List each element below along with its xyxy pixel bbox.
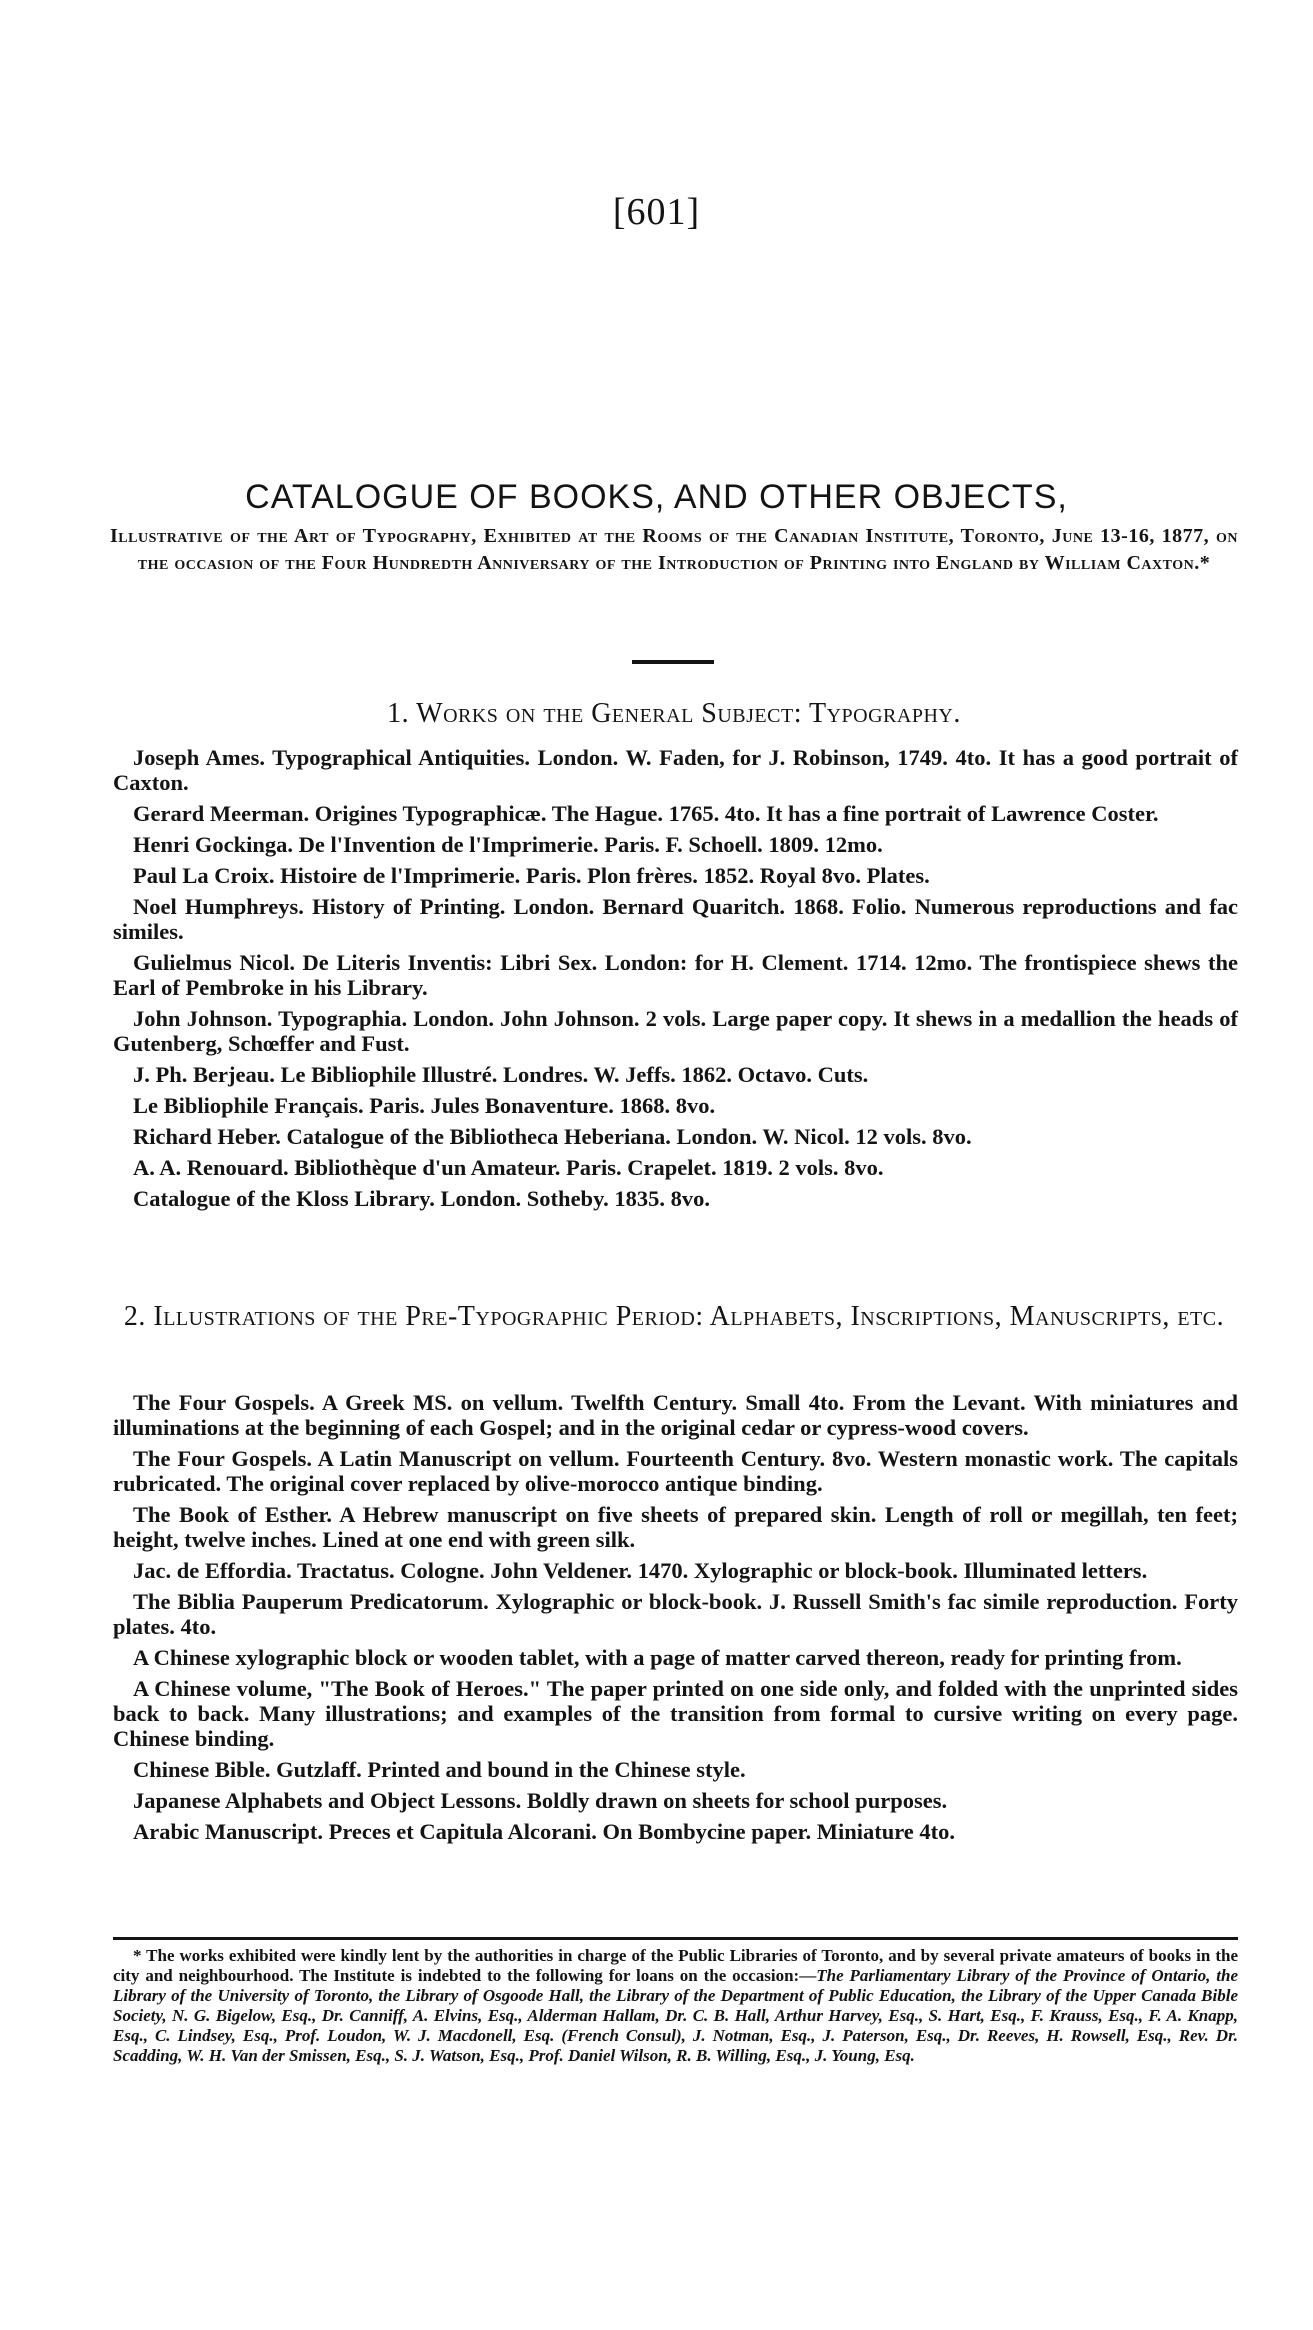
title-divider [632, 660, 714, 664]
catalogue-entry: Jac. de Effordia. Tractatus. Cologne. John Veldener. 1470. Xylographic or block-book. Illuminated letters. [133, 1558, 1148, 1583]
catalogue-entry: Catalogue of the Kloss Library. London. Sotheby. 1835. 8vo. [133, 1186, 710, 1211]
catalogue-entry: Gulielmus Nicol. De Literis Inventis: Libri Sex. London: for H. Clement. 1714. 12mo. The frontispiece shews the Earl of Pembroke in his Library. [113, 950, 1238, 1000]
catalogue-entry: Richard Heber. Catalogue of the Bibliotheca Heberiana. London. W. Nicol. 12 vols. 8vo. [133, 1124, 972, 1149]
catalogue-entry: The Four Gospels. A Latin Manuscript on vellum. Fourteenth Century. 8vo. Western monastic work. The capitals rubricated. The original cover replaced by olive-morocco antique binding. [113, 1446, 1238, 1496]
catalogue-entry: Noel Humphreys. History of Printing. London. Bernard Quaritch. 1868. Folio. Numerous reproductions and fac similes. [113, 894, 1238, 944]
catalogue-entry: Henri Gockinga. De l'Invention de l'Imprimerie. Paris. F. Schoell. 1809. 12mo. [133, 832, 883, 857]
footnote-lead: * The works exhibited were kindly lent by the authorities in charge of the Public Libraries of Toronto, and by several private amateurs of books in the city and neighbourhood. The Institute is indebted to the following for loans on the occasion:— [113, 1946, 1238, 1985]
footnote-lenders: The Parliamentary Library of the Province of Ontario, the Library of the University of Toronto, the Library of Osgoode Hall, the Library of the Department of Public Education, the Library of the Upper Canada Bible Society, N. G. Bigelow, Esq., Dr. Canniff, A. Elvins, Esq., Alderman Hallam, Dr. C. B. Hall, Arthur Harvey, Esq., S. Hart, Esq., F. Krauss, Esq., F. A. Knapp, Esq., C. Lindsey, Esq., Prof. Loudon, W. J. Macdonell, Esq. (French Consul), J. Notman, Esq., J. Paterson, Esq., Dr. Reeves, H. Rowsell, Esq., Rev. Dr. Scadding, W. H. Van der Smissen, Esq., S. J. Watson, Esq., Prof. Daniel Wilson, R. B. Willing, Esq., J. Young, Esq. [113, 1966, 1238, 2065]
catalogue-entry: A Chinese volume, "The Book of Heroes." The paper printed on one side only, and folded with the unprinted sides back to back. Many illustrations; and examples of the transition from formal to cursive writing on every page. Chinese binding. [113, 1676, 1238, 1751]
catalogue-entry: Paul La Croix. Histoire de l'Imprimerie. Paris. Plon frères. 1852. Royal 8vo. Plates. [133, 863, 930, 888]
section-2-entries [113, 1390, 1238, 1850]
footnote [113, 1946, 1238, 2066]
catalogue-entry: Le Bibliophile Français. Paris. Jules Bonaventure. 1868. 8vo. [133, 1093, 716, 1118]
catalogue-entry: Gerard Meerman. Origines Typographicæ. The Hague. 1765. 4to. It has a fine portrait of Lawrence Coster. [133, 801, 1159, 826]
catalogue-entry: Japanese Alphabets and Object Lessons. Boldly drawn on sheets for school purposes. [133, 1788, 948, 1813]
catalogue-entry: Joseph Ames. Typographical Antiquities. London. W. Faden, for J. Robinson, 1749. 4to. It has a good portrait of Caxton. [113, 745, 1238, 795]
catalogue-subtitle: Illustrative of the Art of Typography, Exhibited at the Rooms of the Canadian Institute, Toronto, June 13-16, 1877, on the occasion of the Four Hundredth Anniversary of the Introduction of Printing into England by William Caxton.* [110, 525, 1238, 574]
catalogue-entry: Chinese Bible. Gutzlaff. Printed and bound in the Chinese style. [133, 1757, 746, 1782]
catalogue-entry: J. Ph. Berjeau. Le Bibliophile Illustré. Londres. W. Jeffs. 1862. Octavo. Cuts. [133, 1062, 869, 1087]
catalogue-entry: Arabic Manuscript. Preces et Capitula Alcorani. On Bombycine paper. Miniature 4to. [133, 1819, 956, 1844]
catalogue-entry: The Book of Esther. A Hebrew manuscript on five sheets of prepared skin. Length of roll or megillah, ten feet; height, twelve inches. Lined at one end with green silk. [113, 1502, 1238, 1552]
catalogue-entry: A. A. Renouard. Bibliothèque d'un Amateur. Paris. Crapelet. 1819. 2 vols. 8vo. [133, 1155, 884, 1180]
section-1-heading: 1. Works on the General Subject: Typography. [387, 698, 961, 729]
catalogue-entry: The Four Gospels. A Greek MS. on vellum. Twelfth Century. Small 4to. From the Levant. With miniatures and illuminations at the beginning of each Gospel; and in the original cedar or cypress-wood covers. [113, 1390, 1238, 1440]
catalogue-title: CATALOGUE OF BOOKS, AND OTHER OBJECTS, [245, 477, 1068, 516]
section-2-heading: 2. Illustrations of the Pre-Typographic Period: Alphabets, Inscriptions, Manuscripts, etc. [123, 1301, 1225, 1332]
catalogue-entry: John Johnson. Typographia. London. John Johnson. 2 vols. Large paper copy. It shews in a medallion the heads of Gutenberg, Schœffer and Fust. [113, 1006, 1238, 1056]
catalogue-entry: A Chinese xylographic block or wooden tablet, with a page of matter carved thereon, ready for printing from. [133, 1645, 1182, 1670]
footnote-divider [113, 1937, 1238, 1940]
catalogue-entry: The Biblia Pauperum Predicatorum. Xylographic or block-book. J. Russell Smith's fac simile reproduction. Forty plates. 4to. [113, 1589, 1238, 1639]
page-number: [601] [612, 191, 701, 233]
section-1-entries [113, 745, 1238, 1217]
